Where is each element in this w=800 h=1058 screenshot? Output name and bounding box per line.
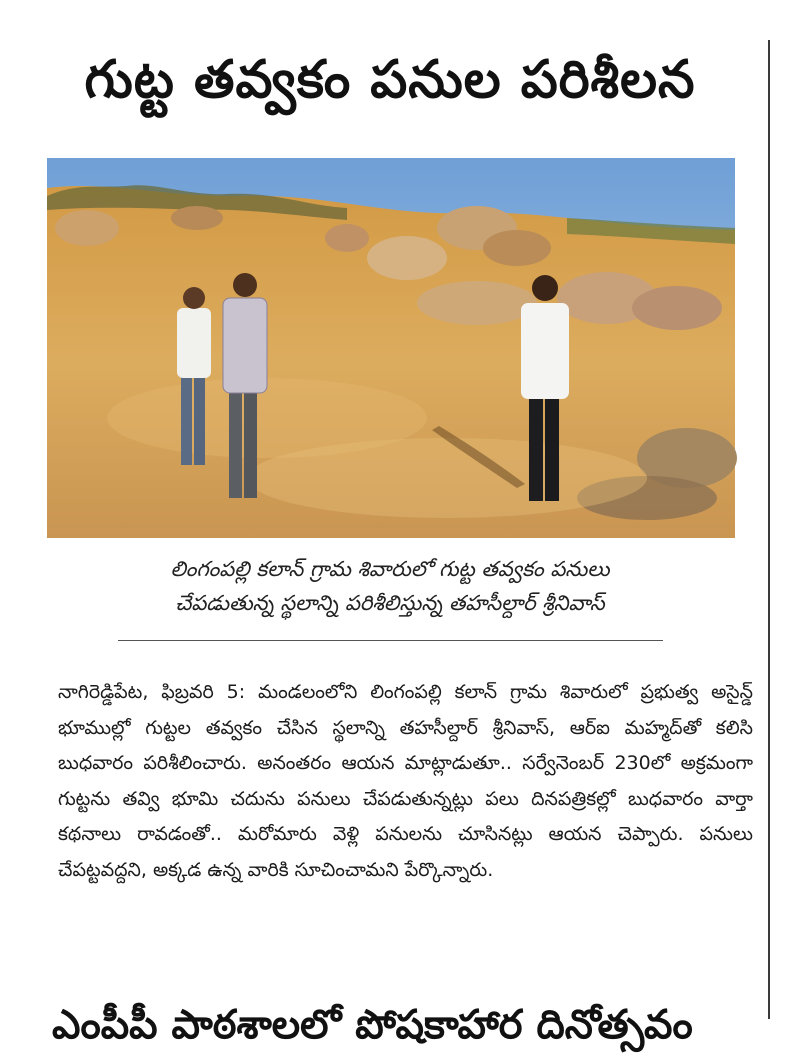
article-photo [47, 158, 735, 538]
caption-divider [118, 640, 663, 641]
next-article-headline-clip [40, 990, 740, 1048]
photo-caption [60, 552, 720, 620]
next-article-headline: ఎంపీపీ పాఠశాలలో పోషకాహార దినోత్సవం [52, 1002, 693, 1048]
column-divider [768, 40, 770, 1019]
caption-line-2: చేపడుతున్న స్థలాన్ని పరిశీలిస్తున్న తహసీల్దార్ శ్రీనివాస్ [175, 591, 605, 615]
article-headline: గుట్ట తవ్వకం పనుల పరిశీలన [84, 50, 696, 110]
article-body: నాగిరెడ్డిపేట, ఫిబ్రవరి 5: మండలంలోని లింగంపల్లి కలాన్ గ్రామ శివారులో ప్రభుత్వ అసైన్డ్ భూముల్లో గుట్టల తవ్వకం చేసిన స్థలాన్ని తహసీల్దార్ శ్రీనివాస్, ఆర్ఐ మహ్మద్‌తో కలిసి బుధవారం పరిశీలించారు. అనంతరం ఆయన మాట్లాడుతూ.. సర్వేనెంబర్ 230లో అక్రమంగా గుట్టను తవ్వి భూమి చదును పనులు చేపడుతున్నట్లు పలు దినపత్రికల్లో బుధవారం వార్తా కథనాలు రావడంతో.. మరోమారు వెళ్లి పనులను చూసినట్లు ఆయన చెప్పారు. పనులు చేపట్టవద్దని, అక్కడ ఉన్న వారికి సూచించామని పేర్కొన్నారు. [58, 681, 753, 881]
caption-line-1: లింగంపల్లి కలాన్ గ్రామ శివారులో గుట్ట తవ్వకం పనులు [170, 557, 610, 581]
